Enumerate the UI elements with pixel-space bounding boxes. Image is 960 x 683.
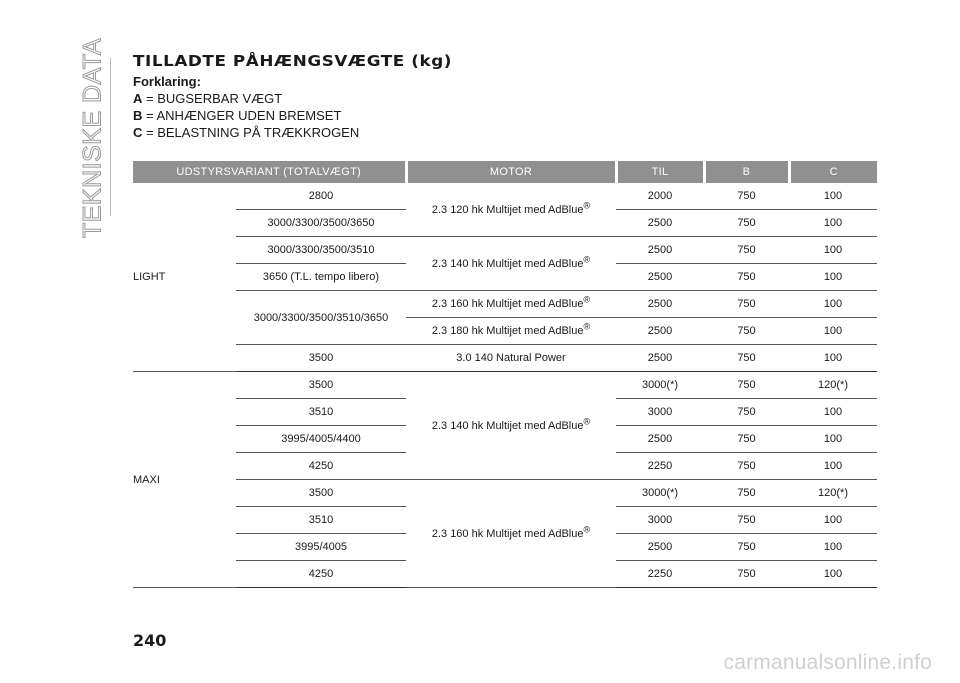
c-cell: 100	[789, 345, 877, 372]
table-header-row	[133, 161, 877, 183]
b-cell: 750	[704, 453, 789, 480]
table-row	[133, 291, 877, 318]
legend-title: Forklaring:	[133, 74, 201, 89]
table-row	[133, 237, 877, 264]
c-cell: 100	[789, 561, 877, 588]
til-cell: 3000(*)	[616, 372, 704, 399]
til-cell: 2500	[616, 345, 704, 372]
legend-text: = BUGSERBAR VÆGT	[146, 91, 283, 106]
weight-cell: 4250	[236, 453, 406, 480]
legend-item-b	[133, 107, 359, 124]
registered-mark: ®	[583, 523, 591, 534]
motor-cell: 3.0 140 Natural Power	[406, 345, 616, 372]
b-cell: 750	[704, 264, 789, 291]
c-cell: 120(*)	[789, 372, 877, 399]
motor-label: 2.3 120 hk Multijet med AdBlue	[431, 203, 584, 216]
watermark: carmanualsonline.info	[723, 651, 932, 674]
til-cell: 2250	[616, 453, 704, 480]
registered-mark: ®	[583, 415, 591, 426]
b-cell: 750	[704, 372, 789, 399]
b-cell: 750	[704, 480, 789, 507]
b-cell: 750	[704, 318, 789, 345]
legend-text: = BELASTNING PÅ TRÆKKROGEN	[146, 125, 360, 140]
legend-item-c	[133, 124, 359, 141]
weight-cell: 3000/3300/3500/3510/3650	[236, 291, 406, 345]
legend	[133, 73, 359, 141]
variant-light: LIGHT	[133, 183, 236, 372]
header-motor: MOTOR	[406, 161, 616, 183]
motor-label: 2.3 140 hk Multijet med AdBlue	[431, 419, 584, 432]
c-cell: 100	[789, 210, 877, 237]
header-til: TIL	[616, 161, 704, 183]
legend-key: B	[133, 108, 143, 123]
weight-cell: 2800	[236, 183, 406, 210]
c-cell: 100	[789, 264, 877, 291]
motor-label: 2.3 160 hk Multijet med AdBlue	[431, 527, 584, 540]
page-number: 240	[133, 631, 167, 650]
til-cell: 2500	[616, 237, 704, 264]
til-cell: 2500	[616, 210, 704, 237]
c-cell: 100	[789, 237, 877, 264]
weight-cell: 3000/3300/3500/3650	[236, 210, 406, 237]
b-cell: 750	[704, 237, 789, 264]
motor-cell	[406, 237, 616, 291]
motor-cell	[406, 183, 616, 237]
motor-cell	[406, 372, 616, 480]
c-cell: 100	[789, 426, 877, 453]
til-cell: 2500	[616, 318, 704, 345]
weight-cell: 3510	[236, 507, 406, 534]
weight-cell: 3500	[236, 345, 406, 372]
til-cell: 2500	[616, 291, 704, 318]
legend-text: = ANHÆNGER UDEN BREMSET	[146, 108, 342, 123]
page-heading: TILLADTE PÅHÆNGSVÆGTE (kg)	[133, 52, 453, 70]
b-cell: 750	[704, 534, 789, 561]
registered-mark: ®	[583, 199, 591, 210]
table-row	[133, 372, 877, 399]
motor-cell	[406, 318, 616, 345]
header-b: B	[704, 161, 789, 183]
c-cell: 100	[789, 507, 877, 534]
til-cell: 2500	[616, 426, 704, 453]
b-cell: 750	[704, 345, 789, 372]
registered-mark: ®	[583, 321, 591, 332]
towing-weights-table	[133, 161, 877, 588]
b-cell: 750	[704, 561, 789, 588]
motor-cell	[406, 291, 616, 318]
til-cell: 3000	[616, 399, 704, 426]
weight-cell: 3500	[236, 372, 406, 399]
table-row	[133, 480, 877, 507]
variant-maxi: MAXI	[133, 372, 236, 588]
til-cell: 3000(*)	[616, 480, 704, 507]
c-cell: 100	[789, 183, 877, 210]
b-cell: 750	[704, 399, 789, 426]
c-cell: 100	[789, 453, 877, 480]
header-variant: UDSTYRSVARIANT (TOTALVÆGT)	[133, 161, 406, 183]
b-cell: 750	[704, 210, 789, 237]
c-cell: 100	[789, 399, 877, 426]
section-side-title-text: TEKNISKE DATA	[78, 37, 107, 239]
motor-label: 2.3 180 hk Multijet med AdBlue	[431, 325, 584, 337]
c-cell: 120(*)	[789, 480, 877, 507]
legend-key: A	[133, 91, 143, 106]
table-row	[133, 183, 877, 210]
c-cell: 100	[789, 291, 877, 318]
weight-cell: 3510	[236, 399, 406, 426]
til-cell: 2000	[616, 183, 704, 210]
weight-cell: 3650 (T.L. tempo libero)	[236, 264, 406, 291]
til-cell: 2500	[616, 264, 704, 291]
weight-cell: 4250	[236, 561, 406, 588]
legend-item-a	[133, 90, 359, 107]
b-cell: 750	[704, 426, 789, 453]
c-cell: 100	[789, 318, 877, 345]
side-divider	[110, 58, 111, 216]
section-side-title	[78, 37, 107, 239]
motor-label: 2.3 160 hk Multijet med AdBlue	[431, 298, 584, 310]
legend-key: C	[133, 125, 143, 140]
table-row	[133, 345, 877, 372]
header-c: C	[789, 161, 877, 183]
weight-cell: 3000/3300/3500/3510	[236, 237, 406, 264]
weight-cell: 3995/4005	[236, 534, 406, 561]
til-cell: 3000	[616, 507, 704, 534]
registered-mark: ®	[583, 253, 591, 264]
motor-label: 2.3 140 hk Multijet med AdBlue	[431, 257, 584, 270]
motor-cell	[406, 480, 616, 588]
b-cell: 750	[704, 507, 789, 534]
weight-cell: 3500	[236, 480, 406, 507]
weight-cell: 3995/4005/4400	[236, 426, 406, 453]
b-cell: 750	[704, 291, 789, 318]
b-cell: 750	[704, 183, 789, 210]
c-cell: 100	[789, 534, 877, 561]
til-cell: 2250	[616, 561, 704, 588]
til-cell: 2500	[616, 534, 704, 561]
registered-mark: ®	[583, 294, 591, 305]
